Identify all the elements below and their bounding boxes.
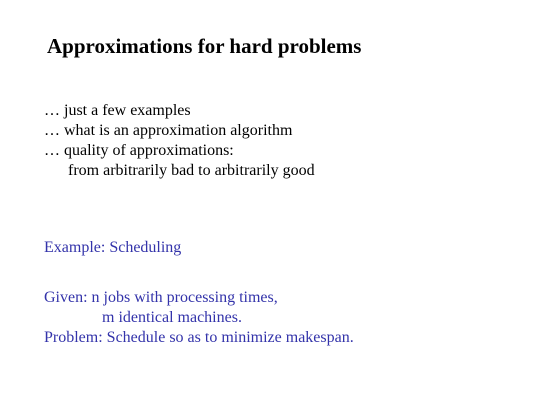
slide-title: Approximations for hard problems bbox=[47, 34, 362, 58]
bullet-item-continuation: from arbitrarily bad to arbitrarily good bbox=[68, 162, 315, 179]
given-line-continuation: m identical machines. bbox=[102, 309, 242, 326]
bullet-item: … quality of approximations: bbox=[44, 142, 234, 159]
given-line: Given: n jobs with processing times, bbox=[44, 289, 278, 306]
problem-line: Problem: Schedule so as to minimize makespan. bbox=[44, 329, 354, 346]
example-heading: Example: Scheduling bbox=[44, 239, 182, 256]
bullet-item: … what is an approximation algorithm bbox=[44, 122, 293, 139]
problem-statement bbox=[44, 288, 354, 348]
bullet-list bbox=[44, 101, 315, 181]
bullet-item: … just a few examples bbox=[44, 102, 191, 119]
